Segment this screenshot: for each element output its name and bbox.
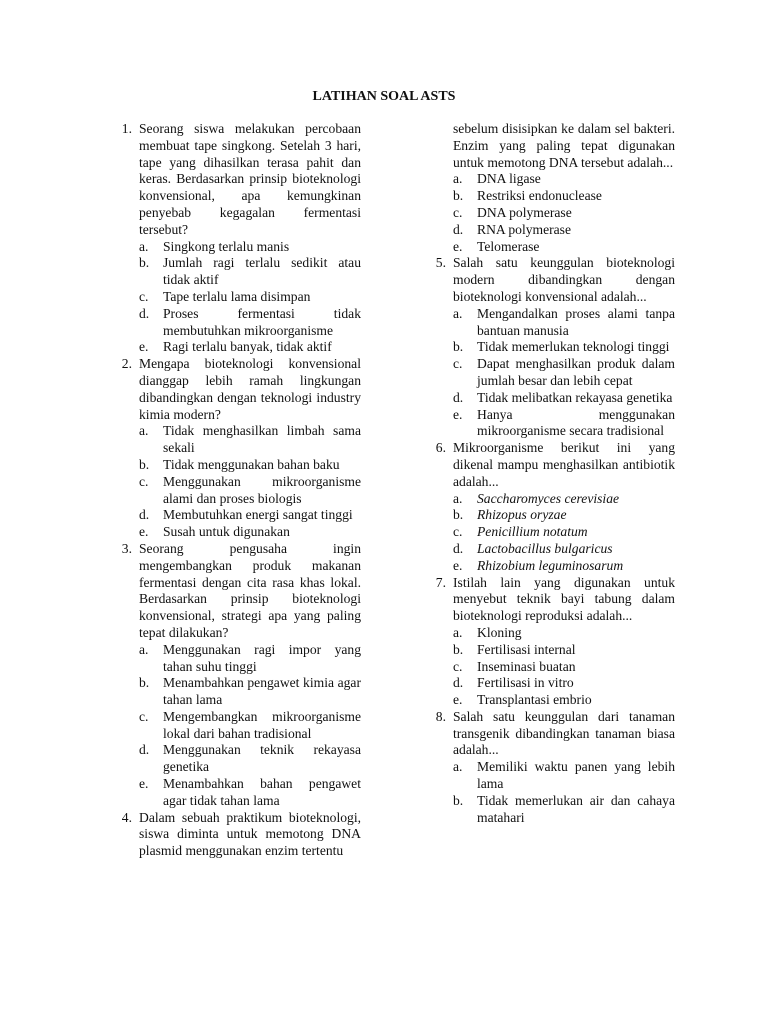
option-label: e. (453, 238, 463, 254)
option-text: Menggunakan teknik rekayasa genetika (163, 742, 361, 775)
option-d (453, 675, 675, 692)
option-text: Singkong terlalu manis (163, 238, 290, 254)
option-label: e. (139, 776, 149, 792)
question-4 (105, 810, 361, 860)
option-a (453, 306, 675, 340)
option-c (453, 659, 675, 676)
option-e (453, 239, 675, 256)
option-text: Penicillium notatum (477, 524, 588, 540)
option-text: Tape terlalu lama disimpan (163, 288, 311, 304)
option-d (139, 507, 361, 524)
question-text-continuation: sebelum disisipkan ke dalam sel bakteri. Enzim yang paling tepat digunakan untuk memotong DNA tersebut adalah... (453, 121, 675, 170)
question-text: Seorang siswa melakukan percobaan membuat tape singkong. Setelah 3 hari, tape yang dihasilkan terasa pahit dan keras. Berdasarkan prinsip bioteknologi konvensional, apa kemungkinan penyebab kegagalan fermentasi tersebut? (139, 121, 361, 237)
option-label: e. (453, 692, 463, 708)
option-label: b. (139, 675, 150, 691)
option-label: a. (139, 641, 149, 657)
option-text: RNA polymerase (477, 221, 572, 237)
option-label: e. (139, 339, 149, 355)
option-label: c. (139, 708, 149, 724)
question-2 (105, 356, 361, 541)
option-text: Restriksi endonuclease (477, 188, 602, 204)
question-number: 6. (435, 440, 446, 456)
option-text: Inseminasi buatan (477, 658, 576, 674)
question-number: 7. (435, 574, 446, 590)
option-e (139, 339, 361, 356)
option-text: Proses fermentasi tidak membutuhkan mikroorganisme (163, 305, 361, 338)
option-e (453, 558, 675, 575)
question-text: Istilah lain yang digunakan untuk menyebut teknik bayi tabung dalam bioteknologi reproduksi adalah... (453, 574, 675, 624)
option-text: Tidak menghasilkan limbah sama sekali (163, 423, 361, 456)
question-text: Mikroorganisme berikut ini yang dikenal mampu menghasilkan antibiotik adalah... (453, 440, 675, 489)
option-text: Rhizobium leguminosarum (477, 557, 624, 573)
option-d (139, 306, 361, 340)
question-1 (105, 121, 361, 356)
option-b (453, 793, 675, 827)
option-label: b. (139, 456, 150, 472)
option-text: Menggunakan mikroorganisme alami dan proses biologis (163, 473, 361, 506)
option-text: DNA ligase (477, 171, 541, 187)
option-label: d. (453, 540, 464, 556)
option-label: b. (453, 507, 464, 523)
option-b (139, 675, 361, 709)
option-text: Tidak memerlukan teknologi tinggi (477, 339, 670, 355)
question-number: 2. (121, 356, 132, 372)
question-8 (419, 709, 675, 827)
option-label: d. (139, 507, 150, 523)
question-number: 5. (435, 255, 446, 271)
option-b (453, 188, 675, 205)
option-text: Jumlah ragi terlalu sedikit atau tidak aktif (163, 255, 361, 288)
option-b (453, 507, 675, 524)
option-e (139, 524, 361, 541)
option-text: Kloning (477, 624, 522, 640)
option-b (453, 339, 675, 356)
question-5 (419, 255, 675, 440)
option-text: Menambahkan bahan pengawet agar tidak tahan lama (163, 776, 361, 808)
option-label: b. (453, 792, 464, 808)
option-label: c. (139, 288, 149, 304)
option-text: Telomerase (477, 238, 540, 254)
option-label: b. (453, 339, 464, 355)
option-b (139, 255, 361, 289)
option-c (453, 356, 675, 390)
option-text: Membutuhkan energi sangat tinggi (163, 507, 353, 523)
option-a (453, 625, 675, 642)
option-text: Susah untuk digunakan (163, 524, 290, 540)
option-text: Saccharomyces cerevisiae (477, 490, 620, 506)
option-e (453, 407, 675, 441)
option-label: b. (453, 641, 464, 657)
option-c (453, 205, 675, 222)
option-label: a. (139, 238, 149, 254)
option-d (453, 541, 675, 558)
question-7 (419, 575, 675, 709)
option-text: Menambahkan pengawet kimia agar tahan lama (163, 675, 361, 708)
option-label: d. (139, 305, 150, 321)
question-4-continued (419, 121, 675, 255)
option-text: Transplantasi embrio (477, 692, 592, 708)
question-text: Seorang pengusaha ingin mengembangkan produk makanan fermentasi dengan cita rasa khas lokal. Berdasarkan prinsip bioteknologi konvensional, strategi apa yang paling tepat dilakukan? (139, 540, 361, 640)
option-b (453, 642, 675, 659)
option-label: a. (453, 759, 463, 775)
option-label: a. (453, 305, 463, 321)
option-d (453, 390, 675, 407)
option-text: Mengandalkan proses alami tanpa bantuan manusia (477, 305, 675, 338)
option-label: c. (139, 473, 149, 489)
option-label: d. (453, 389, 464, 405)
option-b (139, 457, 361, 474)
page-title: LATIHAN SOAL ASTS (312, 89, 456, 104)
question-text: Salah satu keunggulan bioteknologi modern dibandingkan dengan bioteknologi konvensional adalah... (453, 255, 675, 304)
option-text: Tidak menggunakan bahan baku (163, 456, 340, 472)
question-text: Dalam sebuah praktikum bioteknologi, siswa diminta untuk memotong DNA plasmid menggunakan enzim tertentu (139, 809, 361, 859)
option-a (453, 491, 675, 508)
option-text: DNA polymerase (477, 204, 572, 220)
question-number: 1. (121, 121, 132, 136)
left-column (105, 121, 361, 860)
option-label: d. (139, 742, 150, 758)
option-c (453, 524, 675, 541)
option-text: Dapat menghasilkan produk dalam jumlah besar dan lebih cepat (477, 356, 675, 388)
option-text: Rhizopus oryzae (477, 507, 567, 523)
option-text: Tidak memerlukan air dan cahaya matahari (477, 792, 675, 825)
option-label: a. (139, 423, 149, 439)
option-label: d. (453, 675, 464, 691)
option-e (453, 692, 675, 709)
option-label: a. (453, 624, 463, 640)
question-text: Mengapa bioteknologi konvensional dianggap lebih ramah lingkungan dibandingkan dengan teknologi industry kimia modern? (139, 356, 361, 422)
option-label: e. (453, 406, 463, 422)
option-text: Ragi terlalu banyak, tidak aktif (163, 339, 332, 355)
option-label: e. (139, 524, 149, 540)
option-c (139, 289, 361, 306)
option-label: e. (453, 557, 463, 573)
option-a (139, 642, 361, 676)
question-text: Salah satu keunggulan dari tanaman transgenik dibandingkan tanaman biasa adalah... (453, 708, 675, 758)
option-label: a. (453, 490, 463, 506)
option-d (139, 742, 361, 776)
option-label: c. (453, 204, 463, 220)
option-label: c. (453, 524, 463, 540)
option-a (453, 759, 675, 793)
option-a (139, 239, 361, 256)
option-a (453, 171, 675, 188)
option-text: Fertilisasi internal (477, 641, 576, 657)
option-e (139, 776, 361, 810)
option-text: Menggunakan ragi impor yang tahan suhu tinggi (163, 641, 361, 674)
option-text: Mengembangkan mikroorganisme lokal dari bahan tradisional (163, 708, 361, 741)
option-text: Lactobacillus bulgaricus (477, 540, 613, 556)
question-6 (419, 440, 675, 574)
option-text: Hanya menggunakan mikroorganisme secara tradisional (477, 406, 675, 439)
option-label: b. (453, 188, 464, 204)
option-label: a. (453, 171, 463, 187)
option-d (453, 222, 675, 239)
right-column (419, 121, 675, 826)
option-text: Memiliki waktu panen yang lebih lama (477, 759, 675, 792)
option-c (139, 709, 361, 743)
option-label: b. (139, 255, 150, 271)
option-text: Tidak melibatkan rekayasa genetika (477, 389, 673, 405)
option-label: c. (453, 356, 463, 372)
option-text: Fertilisasi in vitro (477, 675, 574, 691)
option-a (139, 423, 361, 457)
question-number: 8. (435, 708, 446, 724)
question-3 (105, 541, 361, 810)
question-number: 3. (121, 540, 132, 556)
option-c (139, 474, 361, 508)
option-label: c. (453, 658, 463, 674)
option-label: d. (453, 221, 464, 237)
question-number: 4. (121, 809, 132, 825)
